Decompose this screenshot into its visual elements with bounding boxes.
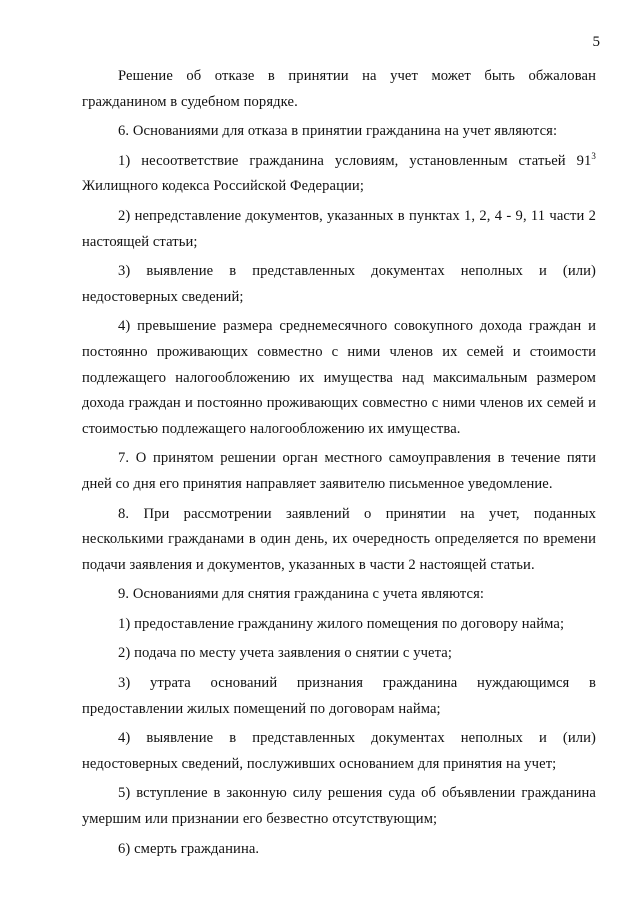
- paragraph-item-9: 9. Основаниями для снятия гражданина с учета являются:: [118, 586, 485, 603]
- paragraph-item-6-4: 4) превышение размера среднемесячного совокупного дохода граждан и постоянно проживающих совместно с ними членов их семей и стоимости подлежащего налогообложению их имущества над максимальным размером дохода граждан и постоянно проживающих совместно с ними членов их семей и стоимостью подлежащего налогообложению их имущества.: [82, 318, 596, 437]
- paragraph-item-9-4: 4) выявление в представленных документах неполных и (или) недостоверных сведений, послуживших основанием для принятия на учет;: [82, 730, 596, 772]
- paragraph-item-9-1: 1) предоставление гражданину жилого помещения по договору найма;: [118, 615, 565, 632]
- paragraph-item-9-5: 5) вступление в законную силу решения суда об объявлении гражданина умершим или признании его безвестно отсутствующим;: [82, 785, 596, 828]
- paragraph-item-6-2: 2) непредставление документов, указанных в пунктах 1, 2, 4 - 9, 11 части 2 настоящей статьи;: [82, 207, 596, 250]
- paragraph-appeal: Решение об отказе в принятии на учет может быть обжалован гражданином в судебном порядке.: [82, 68, 596, 110]
- paragraph-item-9-6: 6) смерть гражданина.: [118, 840, 260, 857]
- paragraph-item-9-3: 3) утрата оснований признания гражданина нуждающимся в предоставлении жилых помещений по договорам найма;: [82, 675, 596, 717]
- paragraph-item-6-1: [82, 149, 596, 200]
- paragraph-item-6-3: 3) выявление в представленных документах неполных и (или) недостоверных сведений;: [82, 263, 596, 305]
- paragraph-item-9-2: 2) подача по месту учета заявления о снятии с учета;: [118, 645, 453, 662]
- article-superscript: 3: [591, 150, 596, 161]
- paragraph-item-7: 7. О принятом решении орган местного самоуправления в течение пяти дней со дня его принятия направляет заявителю письменное уведомление.: [82, 450, 596, 492]
- paragraph-item-6-1-tail: Жилищного кодекса Российской Федерации;: [82, 178, 364, 195]
- document-body: [82, 64, 596, 866]
- page-number: 5: [592, 34, 600, 50]
- paragraph-item-6-1-text: 1) несоответствие гражданина условиям, установленным статьей 91: [118, 152, 592, 169]
- paragraph-item-6: 6. Основаниями для отказа в принятии гражданина на учет являются:: [118, 123, 558, 140]
- paragraph-item-8: 8. При рассмотрении заявлений о принятии на учет, поданных несколькими гражданами в один день, их очередность определяется по времени подачи заявления и документов, указанных в части 2 настоящей статьи.: [82, 505, 596, 573]
